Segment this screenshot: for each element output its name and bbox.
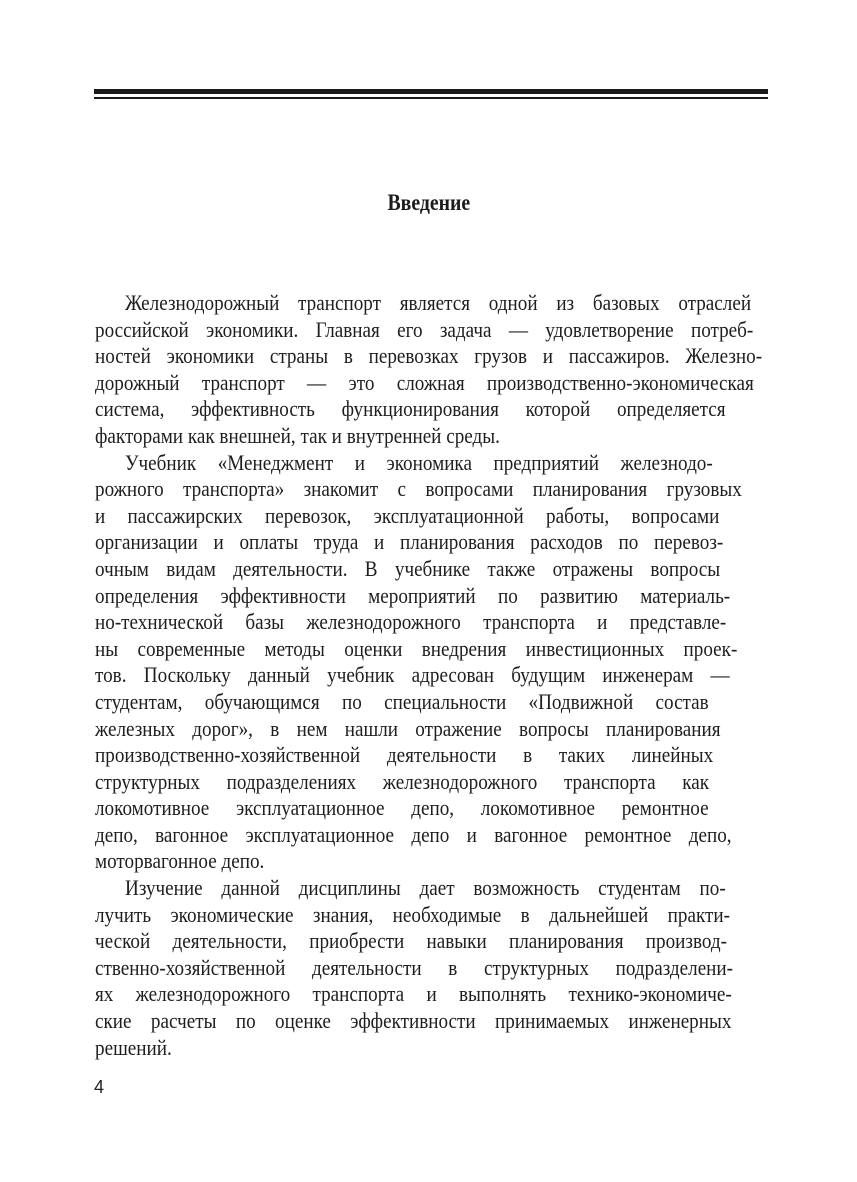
text-line: ские расчеты по оценке эффективности принимаемых инженерных — [95, 1008, 732, 1034]
text-line: студентам, обучающимся по специальности «Подвижной состав — [95, 688, 709, 714]
text-line: организации и оплаты труда и планирования расходов по перевоз- — [95, 529, 724, 555]
text-line: тов. Поскольку данный учебник адресован будущим инженерам — — [95, 662, 730, 688]
paragraph — [95, 290, 769, 450]
text-line: но-технической базы железнодорожного транспорта и представле- — [95, 609, 727, 635]
text-line: депо, вагонное эксплуатационное депо и вагонное ремонтное депо, — [95, 821, 732, 847]
text-line: очным видам деятельности. В учебнике также отражены вопросы — [95, 555, 721, 581]
text-line: производственно-хозяйственной деятельности в таких линейных — [95, 742, 714, 768]
text-line: ческой деятельности, приобрести навыки планирования производ- — [95, 928, 728, 954]
text-line: ях железнодорожного транспорта и выполнять технико-экономиче- — [95, 981, 732, 1007]
text-line: система, эффективность функционирования которой определяется — [95, 396, 726, 422]
text-line: лучить экономические знания, необходимые в дальнейшей практи- — [95, 901, 730, 927]
page-number: 4 — [94, 1077, 105, 1097]
header-rule-thick — [94, 89, 768, 94]
body-text — [95, 290, 769, 1061]
chapter-heading: Введение — [387, 190, 471, 215]
text-line: дорожный транспорт — это сложная производственно-экономическая — [95, 369, 754, 395]
header-rule-thin — [94, 97, 768, 99]
text-line: российской экономики. Главная его задача — удовлетворение потреб- — [95, 316, 754, 342]
text-line: ственно-хозяйственной деятельности в структурных подразделени- — [95, 954, 734, 980]
paragraph — [95, 450, 769, 876]
text-line: ностей экономики страны в перевозках грузов и пассажиров. Железно- — [95, 343, 763, 369]
text-line: моторвагонное депо. — [95, 848, 265, 874]
text-line: рожного транспорта» знакомит с вопросами планирования грузовых — [95, 476, 742, 502]
text-line: определения эффективности мероприятий по развитию материаль- — [95, 582, 731, 608]
text-line: решений. — [95, 1034, 172, 1060]
text-line: и пассажирских перевозок, эксплуатационной работы, вопросами — [95, 502, 720, 528]
paragraph — [95, 875, 769, 1061]
text-line: Изучение данной дисциплины дает возможность студентам по- — [125, 875, 726, 901]
text-line: Железнодорожный транспорт является одной из базовых отраслей — [125, 290, 752, 315]
text-line: структурных подразделениях железнодорожного транспорта как — [95, 768, 710, 794]
text-line: локомотивное эксплуатационное депо, локомотивное ремонтное — [95, 795, 709, 821]
text-line: Учебник «Менеджмент и экономика предприятий железнодо- — [125, 449, 713, 475]
text-line: железных дорог», в нем нашли отражение вопросы планирования — [95, 715, 721, 741]
text-line: факторами как внешней, так и внутренней среды. — [95, 422, 500, 448]
text-line: ны современные методы оценки внедрения инвестиционных проек- — [95, 635, 738, 661]
